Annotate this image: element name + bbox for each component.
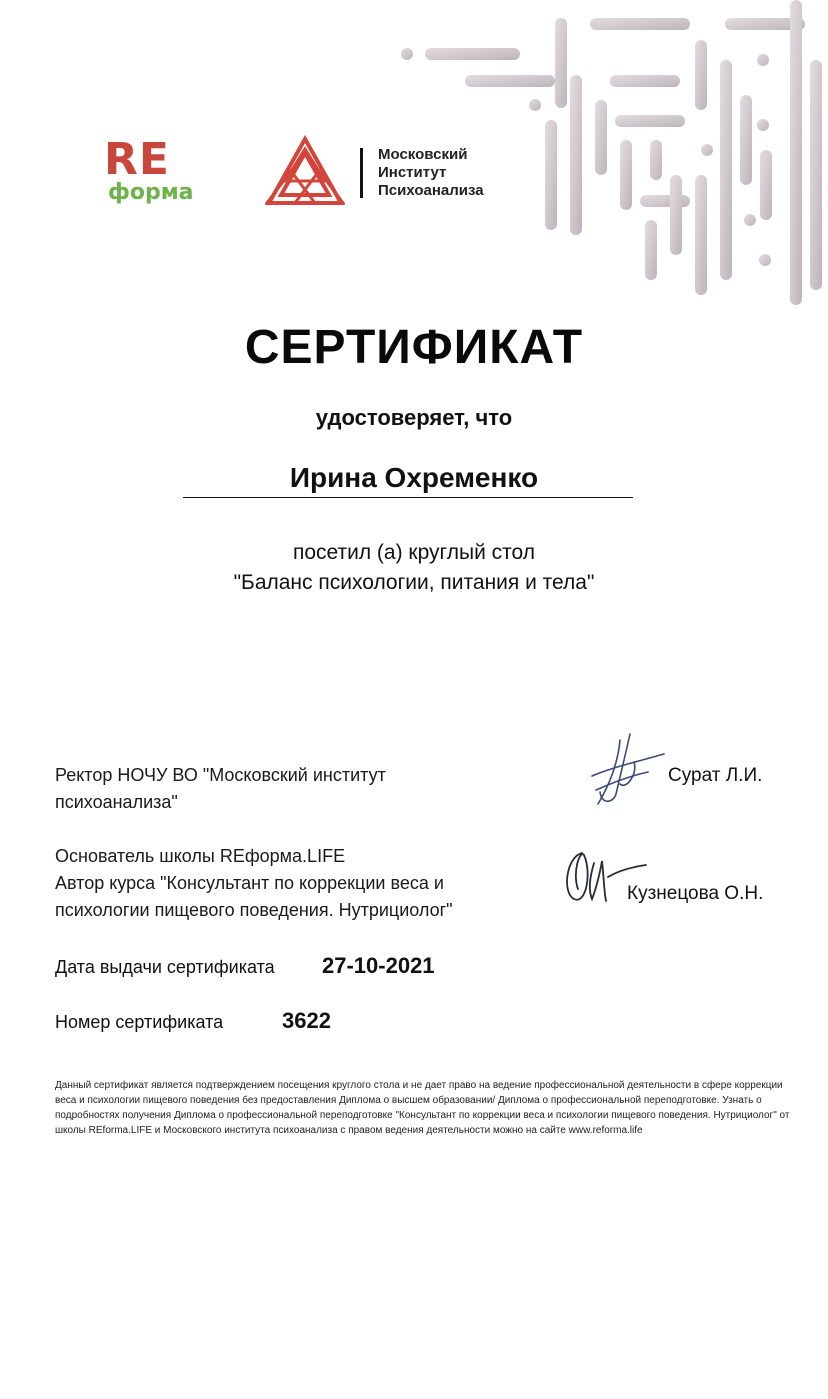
founder-line-3: психологии пищевого поведения. Нутрициолог"	[55, 900, 453, 920]
reforma-logo	[104, 134, 204, 208]
recipient-underline	[183, 497, 633, 498]
disclaimer-text: Данный сертификат является подтверждением посещения круглого стола и не дает право на ведение профессиональной деятельности в сфере коррекции веса и психологии пищевого поведения без предоставления Диплома о высшем образовании/ Диплома о профессиональной переподготовке. Узнать о подробностях получения Диплома о профессиональной переподготовке "Консультант по коррекции веса и психологии пищевого поведения. Нутрициолог" от школы REforma.LIFE и Московского института психоанализа с правом ведения деятельности можно на сайте www.reforma.life	[55, 1080, 790, 1136]
rector-signature	[590, 732, 670, 812]
logo-divider	[360, 148, 363, 198]
founder-line-1: Основатель школы REформа.LIFE	[55, 846, 346, 866]
rector-label: Ректор НОЧУ ВО "Московский институт психоанализа"	[55, 765, 386, 812]
institute-emblem-icon	[265, 135, 345, 207]
attended-text	[0, 538, 828, 598]
certifies-text: удостоверяет, что	[315, 405, 513, 430]
reforma-logo-top: RE	[104, 134, 170, 185]
institute-name-line-3: Психоанализа	[378, 182, 484, 199]
certificate-title: СЕРТИФИКАТ	[244, 321, 584, 374]
certificate-number-label: Номер сертификата	[55, 1012, 224, 1032]
attended-line-1: посетил (а) круглый стол	[292, 541, 536, 564]
rector-name: Сурат Л.И.	[668, 765, 763, 786]
founder-name: Кузнецова О.Н.	[627, 883, 764, 904]
recipient-name: Ирина Охременко	[289, 462, 539, 493]
issue-date-value: 27-10-2021	[322, 953, 435, 978]
institute-name-line-1: Московский	[378, 146, 468, 163]
founder-label	[55, 843, 575, 924]
institute-name	[378, 146, 538, 200]
institute-name-line-2: Институт	[378, 164, 447, 181]
reforma-logo-bottom: форма	[108, 180, 194, 205]
certificate-number-value: 3622	[282, 1008, 331, 1033]
event-title: "Баланс психологии, питания и тела"	[233, 571, 595, 594]
issue-date-label: Дата выдачи сертификата	[55, 957, 275, 977]
founder-line-2: Автор курса "Консультант по коррекции веса и	[55, 873, 444, 893]
